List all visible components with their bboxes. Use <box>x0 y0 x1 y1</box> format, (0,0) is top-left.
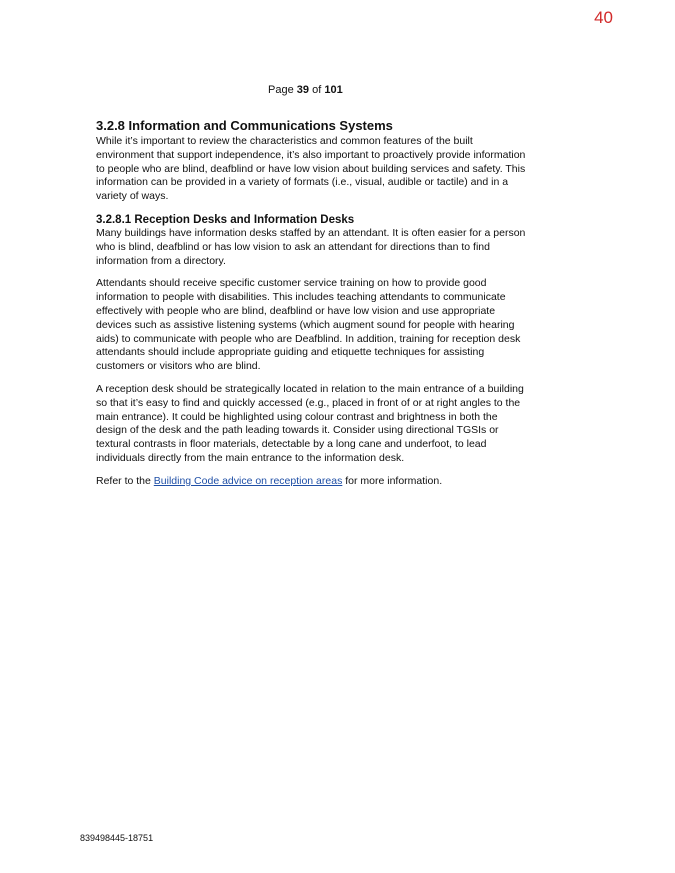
page-indicator-current: 39 <box>296 84 310 96</box>
building-code-reception-link[interactable]: Building Code advice on reception areas <box>153 474 343 487</box>
section-intro-paragraph: While it’s important to review the characteristics and common features of the built environment that support independence, it’s also important to proactively provide information to people who are blind, deafblind or have low vision about building services and safety. This information can be provided in a variety of formats (i.e., visual, audible or tactile) and in a variety of ways. <box>96 135 526 203</box>
document-body <box>96 118 526 498</box>
paragraph-desk-location: A reception desk should be strategically located in relation to the main entrance of a building so that it’s easy to find and quickly accessed (e.g., placed in front of or at right angles to the main entrance). It could be highlighted using colour contrast and brightness in both the design of the desk and the path leading towards it. Consider using directional TGSIs or textural contrasts in floor materials, detectable by a long cane and underfoot, to lead individuals directly from the main entrance to the information desk. <box>96 382 524 464</box>
refer-after-text: for more information. <box>342 474 443 487</box>
page-indicator-prefix: Page <box>268 84 294 96</box>
document-id: 839498445-18751 <box>80 833 154 843</box>
refer-paragraph <box>96 475 526 489</box>
refer-before-text: Refer to the <box>96 474 154 487</box>
page-indicator-of: of <box>312 84 322 96</box>
section-heading: 3.2.8 Information and Communications Systems <box>96 118 393 133</box>
paragraph-information-desks: Many buildings have information desks staffed by an attendant. It is often easier for a person who is blind, deafblind or has low vision to ask an attendant for directions than to find information from a directory. <box>96 226 526 267</box>
paragraph-attendant-training: Attendants should receive specific customer service training on how to provide good information to people with disabilities. This includes teaching attendants to communicate effectively with people who are blind, deafblind or have low vision and use appropriate devices such as assistive listening systems (which augment sound for people with hearing aids) to communicate with people who are Deafblind. In addition, training for reception desk attendants should include appropriate guiding and etiquette techniques for assisting customers or visitors who are blind. <box>96 277 521 373</box>
page-indicator <box>268 84 343 96</box>
corner-page-number: 40 <box>594 8 613 27</box>
subsection-heading: 3.2.8.1 Reception Desks and Information Desks <box>96 213 355 226</box>
page-indicator-total: 101 <box>324 84 343 96</box>
